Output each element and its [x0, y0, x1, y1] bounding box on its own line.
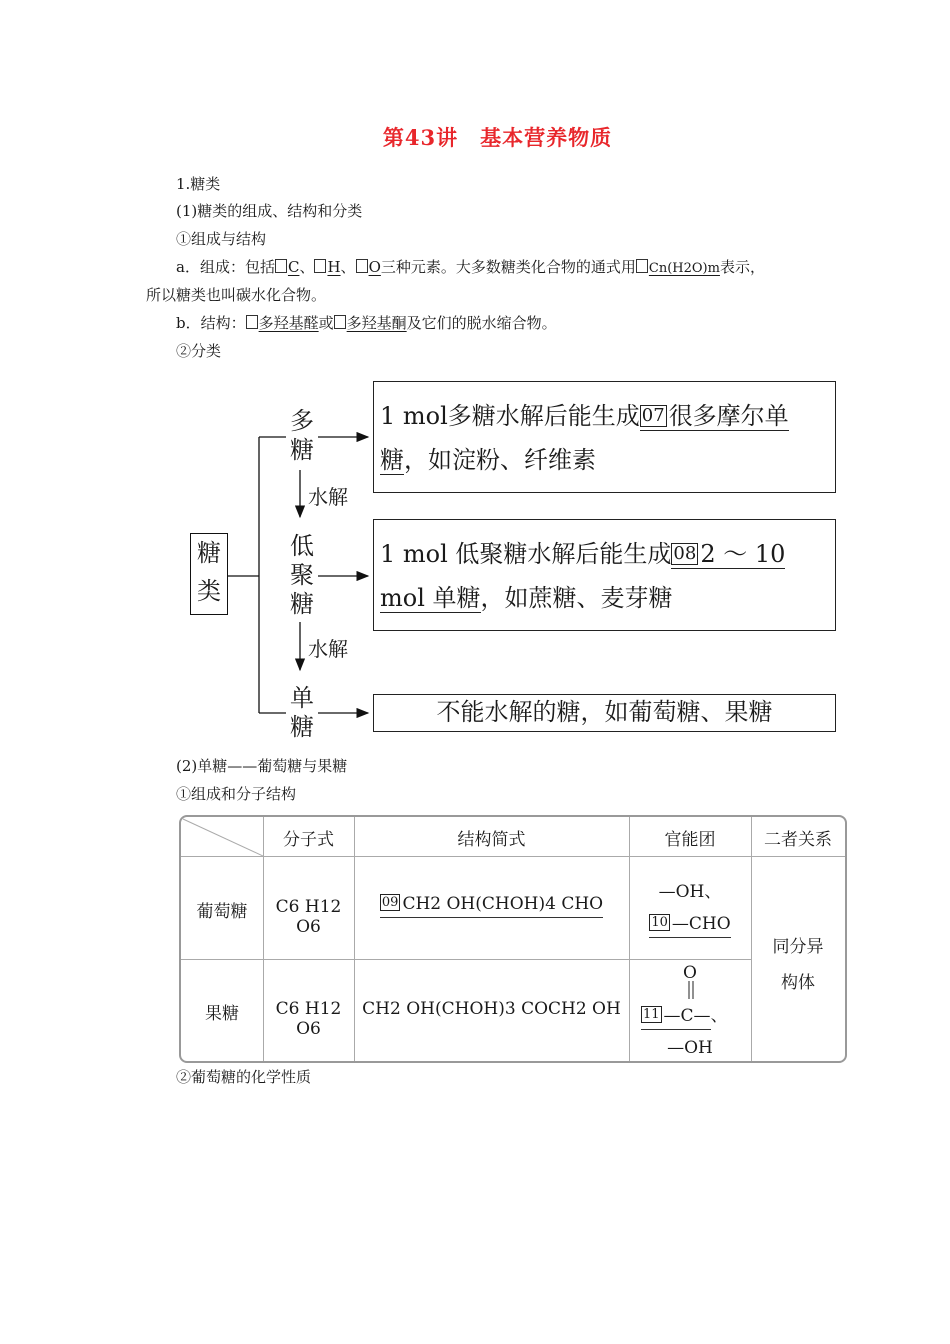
blank-number: 10	[651, 915, 668, 930]
sugar-structure-table	[179, 815, 847, 1063]
box1-answer-cont: 糖	[380, 446, 404, 474]
blank-number: 09	[381, 895, 399, 910]
hydrolysis-label-1: 水解	[308, 485, 348, 509]
carbonyl-text: —C—	[663, 1006, 711, 1026]
fructose-formula: C6 H12 O6	[275, 999, 342, 1039]
relationship-line-2: 构体	[781, 973, 815, 993]
glucose-fg-hydroxyl: —OH、	[658, 882, 722, 902]
box2-answer-cont: mol 单糖	[380, 584, 481, 612]
structure-or: 或	[318, 314, 334, 332]
blank-number: 08	[673, 543, 697, 564]
header-formula: 分子式	[283, 830, 334, 850]
side-char-2: 类	[197, 577, 221, 605]
branch-char: 聚	[290, 561, 314, 589]
glucose-formula: C6 H12 O6	[275, 897, 342, 937]
structure-prefix: b．结构：	[176, 314, 246, 332]
glucose-structure-text: CH2 OH(CHOH)4 CHO	[402, 894, 604, 914]
branch-oligosaccharide	[287, 532, 317, 619]
box1-examples: ，如淀粉、纤维素	[404, 446, 596, 474]
branch-monosaccharide	[287, 684, 317, 742]
box2-answer: 2 ～ 10	[700, 540, 786, 568]
item-glucose-properties: ②葡萄糖的化学性质	[176, 1068, 312, 1086]
oligosaccharide-box	[373, 519, 836, 631]
branch-char: 糖	[290, 590, 314, 618]
item-classification: ②分类	[176, 342, 222, 360]
item-molecular-structure: ①组成和分子结构	[176, 785, 297, 803]
double-bond-icon	[687, 981, 695, 999]
blank-number: 11	[643, 1007, 660, 1022]
fructose-fg-carbonyl	[641, 1001, 751, 1026]
hydrolysis-label-2: 水解	[308, 637, 348, 661]
fructose-fg-hydroxyl: —OH	[667, 1038, 713, 1058]
separator: 、	[340, 258, 356, 276]
box2-text: 1 mol 低聚糖水解后能生成	[380, 540, 672, 568]
section-heading-sugars: 1.糖类	[176, 175, 221, 193]
polyhydroxy-ketone: 多羟基酮	[346, 314, 407, 332]
item-composition-structure: ①组成与结构	[176, 230, 267, 248]
subsection-monosaccharides: (2)单糖——葡萄糖与果糖	[176, 757, 348, 775]
relationship-isomers	[751, 929, 845, 1001]
header-functional-group: 官能团	[664, 830, 716, 850]
composition-end: 表示，	[719, 258, 765, 276]
glucose-fg-aldehyde-text: —CHO	[671, 914, 731, 934]
glucose-structure	[354, 894, 629, 914]
subsection-composition: (1)糖类的组成、结构和分类	[176, 202, 363, 220]
page-title: 第43讲 基本营养物质	[382, 125, 613, 150]
branch-polysaccharide	[287, 407, 317, 465]
composition-prefix: a．组成：包括	[176, 258, 275, 276]
header-structure: 结构简式	[457, 830, 526, 850]
header-diagonal	[181, 817, 263, 856]
structure-end: 及它们的脱水缩合物。	[406, 314, 557, 332]
branch-char: 多	[290, 407, 314, 435]
header-relationship: 二者关系	[764, 830, 832, 850]
glucose-fg-aldehyde	[629, 914, 751, 934]
fructose-fg-oxygen: O	[683, 963, 697, 983]
branch-char: 糖	[290, 436, 314, 464]
box1-answer: 很多摩尔单	[668, 402, 789, 430]
polysaccharide-box	[373, 381, 836, 493]
polyhydroxy-aldehyde: 多羟基醛	[258, 314, 319, 332]
branch-char: 低	[290, 532, 314, 560]
monosaccharide-box: 不能水解的糖，如葡萄糖、果糖	[373, 694, 836, 732]
blank-number: 07	[641, 405, 665, 426]
box2-examples: ，如蔗糖、麦芽糖	[480, 584, 673, 612]
element-c: C	[287, 258, 300, 276]
box1-text: 1 mol多糖水解后能生成	[380, 402, 640, 430]
element-o: O	[368, 258, 381, 276]
composition-line-2: 所以糖类也叫碳水化合物。	[146, 286, 327, 304]
relationship-line-1: 同分异	[772, 937, 824, 957]
fructose-structure: CH2 OH(CHOH)3 COCH2 OH	[362, 999, 621, 1019]
glucose-name: 葡萄糖	[196, 902, 248, 922]
side-char-1: 糖	[197, 539, 221, 567]
element-h: H	[327, 258, 341, 276]
fructose-name: 果糖	[205, 1004, 239, 1024]
separator: 、	[299, 258, 315, 276]
branch-char: 单	[290, 684, 314, 712]
composition-middle: 三种元素。大多数糖类化合物的通式用	[380, 258, 636, 276]
branch-char: 糖	[290, 713, 314, 741]
general-formula: Cn(H2O)m	[648, 261, 720, 276]
separator: 、	[710, 1006, 728, 1026]
